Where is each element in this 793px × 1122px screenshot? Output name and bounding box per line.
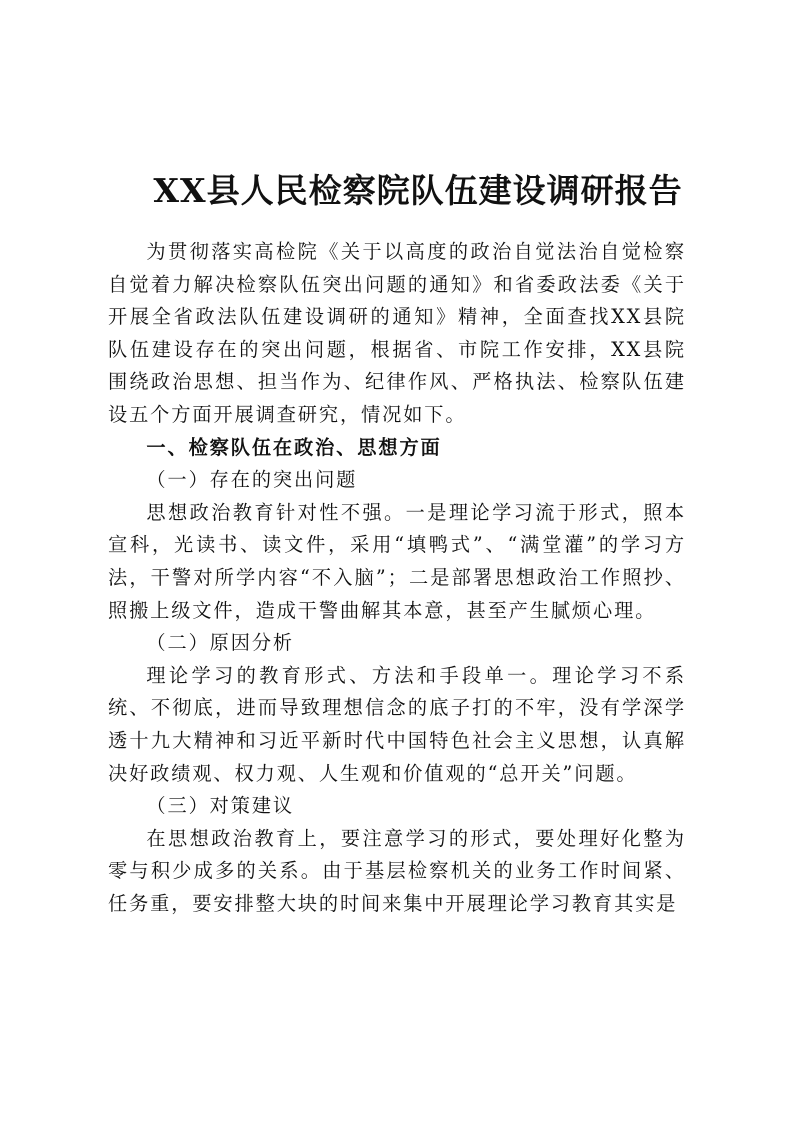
subsection-3-paragraph: 在思想政治教育上，要注意学习的形式，要处理好化整为零与积少成多的关系。由于基层检察机关的业务工作时间紧、任务重，要安排整大块的时间来集中开展理论学习教育其实是	[108, 826, 686, 915]
subsection-3-heading: （三）对策建议	[146, 794, 295, 818]
subsection-1-heading: （一）存在的突出问题	[146, 468, 358, 492]
document-title: XX县人民检察院队伍建设调研报告	[153, 171, 683, 211]
document-body	[108, 236, 686, 920]
subsection-2-heading: （二）原因分析	[146, 631, 295, 655]
subsection-1-paragraph: 思想政治教育针对性不强。一是理论学习流于形式，照本宣科，光读书、读文件，采用“填鸭式”、“满堂灌”的学习方法，干警对所学内容“不入脑”；二是部署思想政治工作照抄、照搬上级文件，造成干警曲解其本意，甚至产生腻烦心理。	[108, 500, 686, 622]
section-1-heading: 一、检察队伍在政治、思想方面	[146, 435, 442, 459]
subsection-2-paragraph: 理论学习的教育形式、方法和手段单一。理论学习不系统、不彻底，进而导致理想信念的底子打的不牢，没有学深学透十九大精神和习近平新时代中国特色社会主义思想，认真解决好政绩观、权力观、人生观和价值观的“总开关”问题。	[108, 663, 686, 785]
intro-paragraph: 为贯彻落实高检院《关于以高度的政治自觉法治自觉检察自觉着力解决检察队伍突出问题的通知》和省委政法委《关于开展全省政法队伍建设调研的通知》精神，全面查找XX县院队伍建设存在的突出问题，根据省、市院工作安排，XX县院围绕政治思想、担当作为、纪律作风、严格执法、检察队伍建设五个方面开展调查研究，情况如下。	[108, 240, 686, 426]
